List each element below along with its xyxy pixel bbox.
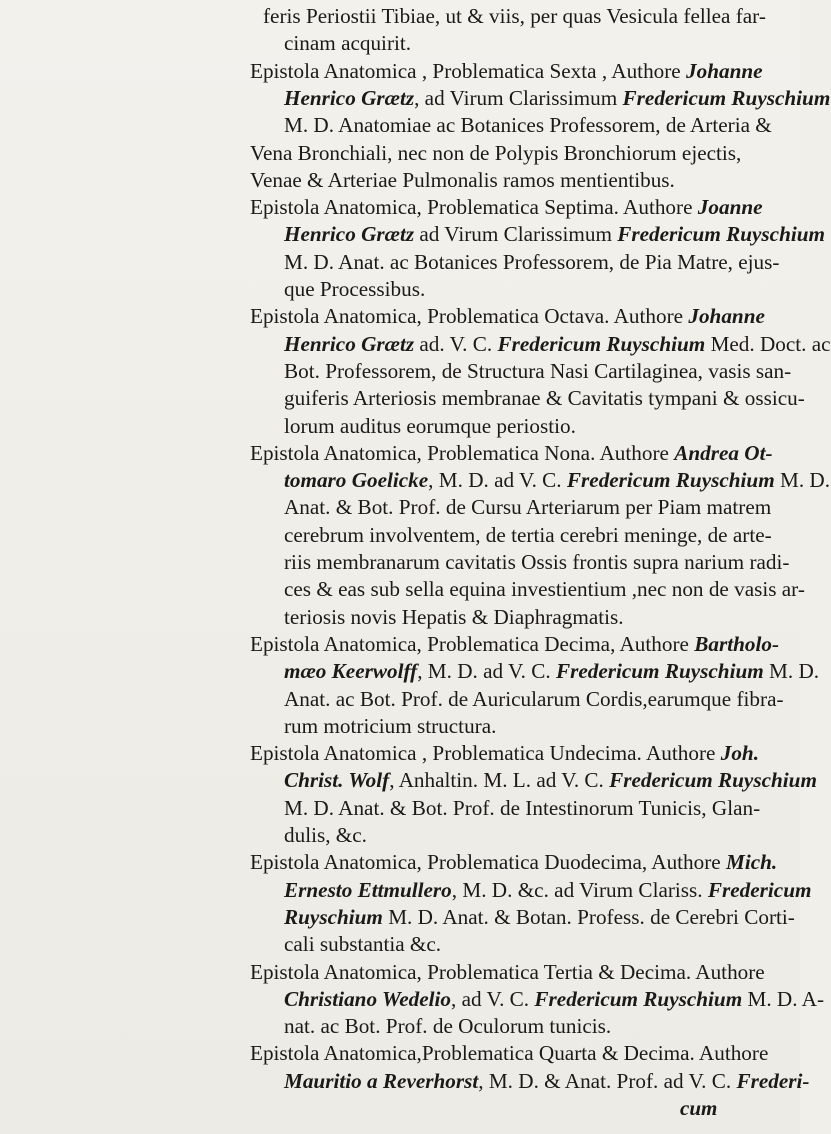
text-line: Mauritio a Reverhorst, M. D. & Anat. Prof. ad V. C. Frederi- [284, 1068, 810, 1093]
text-line: Vena Bronchiali, nec non de Polypis Bronchiorum ejectis, [250, 140, 742, 165]
text-line: Henrico Grætz ad. V. C. Fredericum Ruyschium Med. Doct. ac [284, 331, 831, 356]
text-line: M. D. Anat. & Bot. Prof. de Intestinorum Tunicis, Glan- [284, 795, 761, 820]
text-line: rum motricium structura. [284, 713, 497, 738]
text-line: Ruyschium M. D. Anat. & Botan. Profess. de Cerebri Corti- [284, 904, 795, 929]
text-line: teriosis novis Hepatis & Diaphragmatis. [284, 604, 624, 629]
text-line: Epistola Anatomica, Problematica Duodecima, Authore Mich. [250, 850, 778, 875]
text-line: Anat. ac Bot. Prof. de Auricularum Cordis,earumque fibra- [284, 686, 784, 711]
text-line: feris Periostii Tibiae, ut & viis, per quas Vesicula fellea far- [263, 4, 766, 28]
text-line: ces & eas sub sella equina investientium ,nec non de vasis ar- [284, 577, 805, 602]
text-line: Ernesto Ettmullero, M. D. &c. ad Virum Clariss. Fredericum [284, 877, 812, 902]
text-line: Epistola Anatomica, Problematica Septima. Authore Joanne [250, 195, 763, 220]
text-line: Christiano Wedelio, ad V. C. Fredericum Ruyschium M. D. A- [284, 986, 824, 1011]
text-line: M. D. Anatomiae ac Botanices Professorem, de Arteria & [284, 113, 772, 138]
text-line: lorum auditus eorumque periostio. [284, 413, 576, 438]
text-line: dulis, &c. [284, 823, 367, 847]
text-line: Epistola Anatomica, Problematica Octava. Authore Johanne [250, 304, 765, 329]
text-line: cinam acquirit. [284, 31, 412, 56]
catchword: cum [680, 1096, 718, 1120]
text-line: tomaro Goelicke, M. D. ad V. C. Fredericum Ruyschium M. D. [284, 468, 831, 493]
text-line: cali substantia &c. [284, 932, 442, 957]
text-line: Epistola Anatomica, Problematica Decima, Authore Bartholo- [250, 631, 780, 656]
text-line: Epistola Anatomica,Problematica Quarta & Decima. Authore [250, 1041, 769, 1066]
text-line: Epistola Anatomica , Problematica Sexta , Authore Johanne [250, 58, 763, 83]
text-line: Christ. Wolf, Anhaltin. M. L. ad V. C. Fredericum Ruyschium [284, 768, 817, 793]
text-line: guiferis Arteriosis membranae & Cavitatis tympani & ossicu- [284, 386, 805, 411]
text-line: Anat. & Bot. Prof. de Cursu Arteriarum per Piam matrem [284, 495, 772, 520]
text-line: Henrico Grætz ad Virum Clarissimum Fredericum Ruyschium [284, 222, 826, 247]
text-line: mæo Keerwolff, M. D. ad V. C. Fredericum Ruyschium M. D. [284, 659, 820, 684]
text-line: Bot. Professorem, de Structura Nasi Cartilaginea, vasis san- [284, 358, 792, 383]
text-line: nat. ac Bot. Prof. de Oculorum tunicis. [284, 1014, 612, 1039]
text-line: M. D. Anat. ac Botanices Professorem, de Pia Matre, ejus- [284, 249, 780, 274]
text-line: Epistola Anatomica , Problematica Undecima. Authore Joh. [250, 741, 759, 766]
text-line: Henrico Grætz, ad Virum Clarissimum Fredericum Ruyschium [284, 85, 831, 110]
text-line: riis membranarum cavitatis Ossis frontis supra narium radi- [284, 550, 790, 574]
text-line: cerebrum involventem, de tertia cerebri meninge, de arte- [284, 522, 772, 547]
text-line: Venae & Arteriae Pulmonalis ramos mentientibus. [250, 167, 675, 192]
text-line: Epistola Anatomica, Problematica Tertia & Decima. Authore [250, 959, 765, 984]
text-line: que Processibus. [284, 277, 426, 301]
text-line: Epistola Anatomica, Problematica Nona. Authore Andrea Ot- [250, 440, 773, 465]
